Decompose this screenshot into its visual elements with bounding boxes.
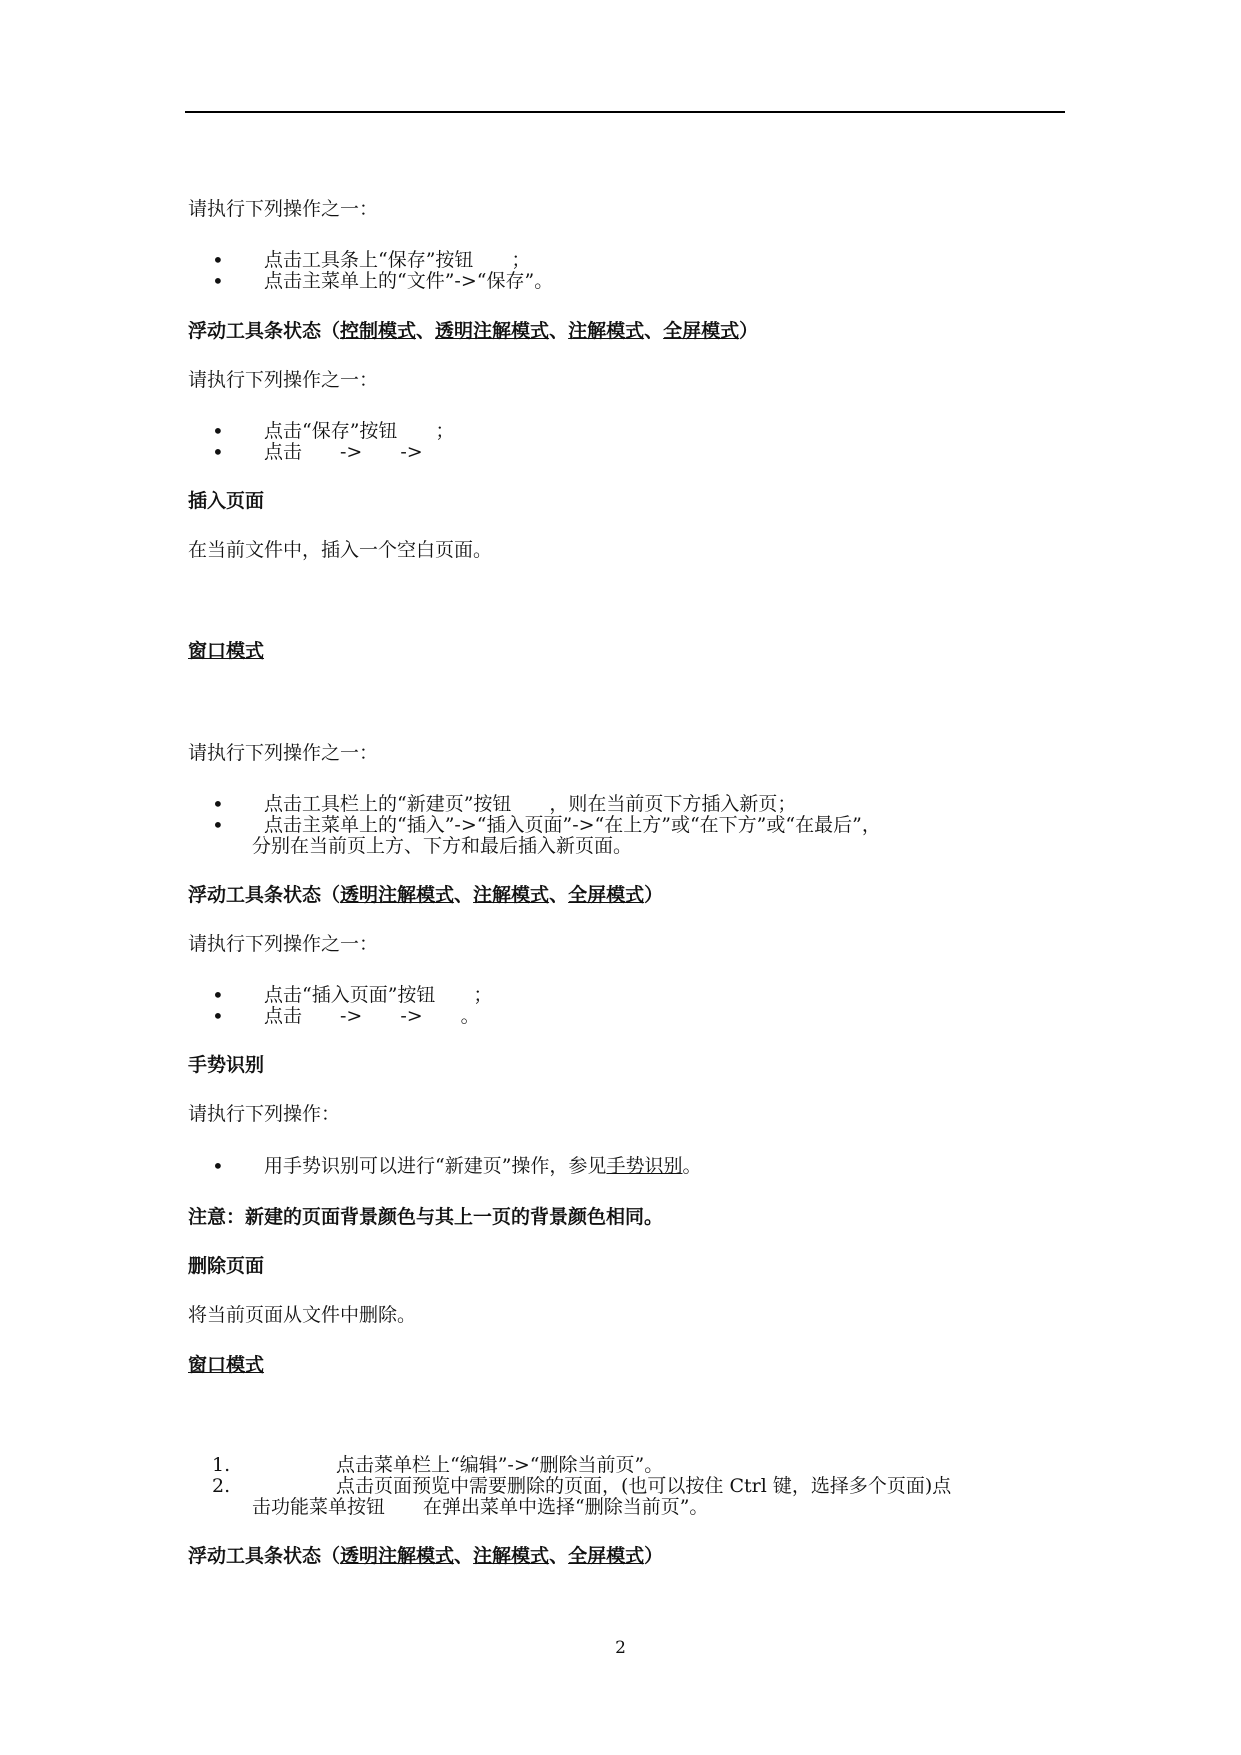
numbered-item-continuation: 击功能菜单按钮 在弹出菜单中选择“删除当前页”。 xyxy=(252,1496,709,1518)
header-rule xyxy=(185,111,1065,113)
link-control-mode[interactable]: 控制模式 xyxy=(340,320,417,342)
bullet-dot: • xyxy=(212,248,224,272)
separator: 、 xyxy=(454,884,474,906)
link-transparent-annotation-mode[interactable]: 透明注解模式 xyxy=(340,884,455,906)
list-item-continuation: 分别在当前页上方、下方和最后插入新页面。 xyxy=(252,835,633,857)
delete-page-title: 删除页面 xyxy=(188,1255,265,1277)
float-intro: 请执行下列操作之一： xyxy=(188,369,379,391)
float-toolbar-heading xyxy=(188,319,758,343)
heading-suffix: ） xyxy=(644,884,664,906)
link-transparent-annotation-mode[interactable]: 透明注解模式 xyxy=(435,320,550,342)
list-item-text: 点击“保存”按钮 ； xyxy=(264,420,455,442)
link-fullscreen-mode[interactable]: 全屏模式 xyxy=(568,1545,645,1567)
list-item-text: 点击 -> -> 。 xyxy=(264,1005,480,1027)
delete-page-desc: 将当前页面从文件中删除。 xyxy=(188,1304,417,1326)
insert-page-title: 插入页面 xyxy=(188,490,265,512)
separator: 、 xyxy=(549,320,569,342)
list-item-text: 点击主菜单上的“文件”->“保存”。 xyxy=(264,270,554,292)
link-fullscreen-mode[interactable]: 全屏模式 xyxy=(568,884,645,906)
bullet-dot: • xyxy=(212,419,224,443)
link-annotation-mode[interactable]: 注解模式 xyxy=(473,884,550,906)
float-toolbar-heading xyxy=(188,883,663,907)
heading-prefix: 浮动工具条状态（ xyxy=(188,1545,341,1567)
heading-prefix: 浮动工具条状态（ xyxy=(188,320,341,342)
heading-suffix: ） xyxy=(644,1545,664,1567)
bullet-dot: • xyxy=(212,269,224,293)
separator: 、 xyxy=(454,1545,474,1567)
save-intro: 请执行下列操作之一： xyxy=(188,198,379,220)
numbered-item-text: 点击菜单栏上“编辑”->“删除当前页”。 xyxy=(336,1454,664,1476)
heading-suffix: ） xyxy=(739,320,759,342)
insert-intro: 请执行下列操作之一： xyxy=(188,742,379,764)
bullet-dot: • xyxy=(212,1154,224,1178)
list-item-text: 点击工具栏上的“新建页”按钮 ，则在当前页下方插入新页； xyxy=(264,793,797,815)
list-number: 2. xyxy=(212,1475,231,1497)
gesture-recognition-link[interactable]: 手势识别 xyxy=(606,1155,683,1177)
bullet-dot: • xyxy=(212,792,224,816)
link-transparent-annotation-mode[interactable]: 透明注解模式 xyxy=(340,1545,455,1567)
list-item-text: 点击主菜单上的“插入”->“插入页面”->“在上方”或“在下方”或“在最后”， xyxy=(264,814,881,836)
heading-prefix: 浮动工具条状态（ xyxy=(188,884,341,906)
separator: 、 xyxy=(416,320,436,342)
bullet-dot: • xyxy=(212,983,224,1007)
list-item-text xyxy=(264,1155,701,1177)
float-toolbar-heading xyxy=(188,1544,663,1568)
list-item-text: 点击 -> -> xyxy=(264,441,423,463)
bullet-dot: • xyxy=(212,813,224,837)
separator: 、 xyxy=(644,320,664,342)
gesture-text: 用手势识别可以进行“新建页”操作，参见 xyxy=(264,1155,607,1177)
list-item-text: 点击工具条上“保存”按钮 ； xyxy=(264,249,531,271)
list-number: 1. xyxy=(212,1454,231,1476)
float-intro: 请执行下列操作之一： xyxy=(188,933,379,955)
window-mode-link[interactable]: 窗口模式 xyxy=(188,1354,265,1376)
window-mode-link[interactable]: 窗口模式 xyxy=(188,640,265,662)
link-fullscreen-mode[interactable]: 全屏模式 xyxy=(663,320,740,342)
separator: 、 xyxy=(549,884,569,906)
insert-page-desc: 在当前文件中，插入一个空白页面。 xyxy=(188,539,493,561)
gesture-title: 手势识别 xyxy=(188,1054,265,1076)
link-annotation-mode[interactable]: 注解模式 xyxy=(568,320,645,342)
page-number: 2 xyxy=(615,1638,626,1658)
gesture-suffix: 。 xyxy=(682,1155,702,1177)
numbered-item-text: 点击页面预览中需要删除的页面，(也可以按住 Ctrl 键，选择多个页面)点 xyxy=(336,1475,952,1497)
note: 注意：新建的页面背景颜色与其上一页的背景颜色相同。 xyxy=(188,1206,664,1228)
bullet-dot: • xyxy=(212,440,224,464)
list-item-text: 点击“插入页面”按钮 ； xyxy=(264,984,493,1006)
gesture-intro: 请执行下列操作： xyxy=(188,1103,341,1125)
link-annotation-mode[interactable]: 注解模式 xyxy=(473,1545,550,1567)
bullet-dot: • xyxy=(212,1004,224,1028)
separator: 、 xyxy=(549,1545,569,1567)
